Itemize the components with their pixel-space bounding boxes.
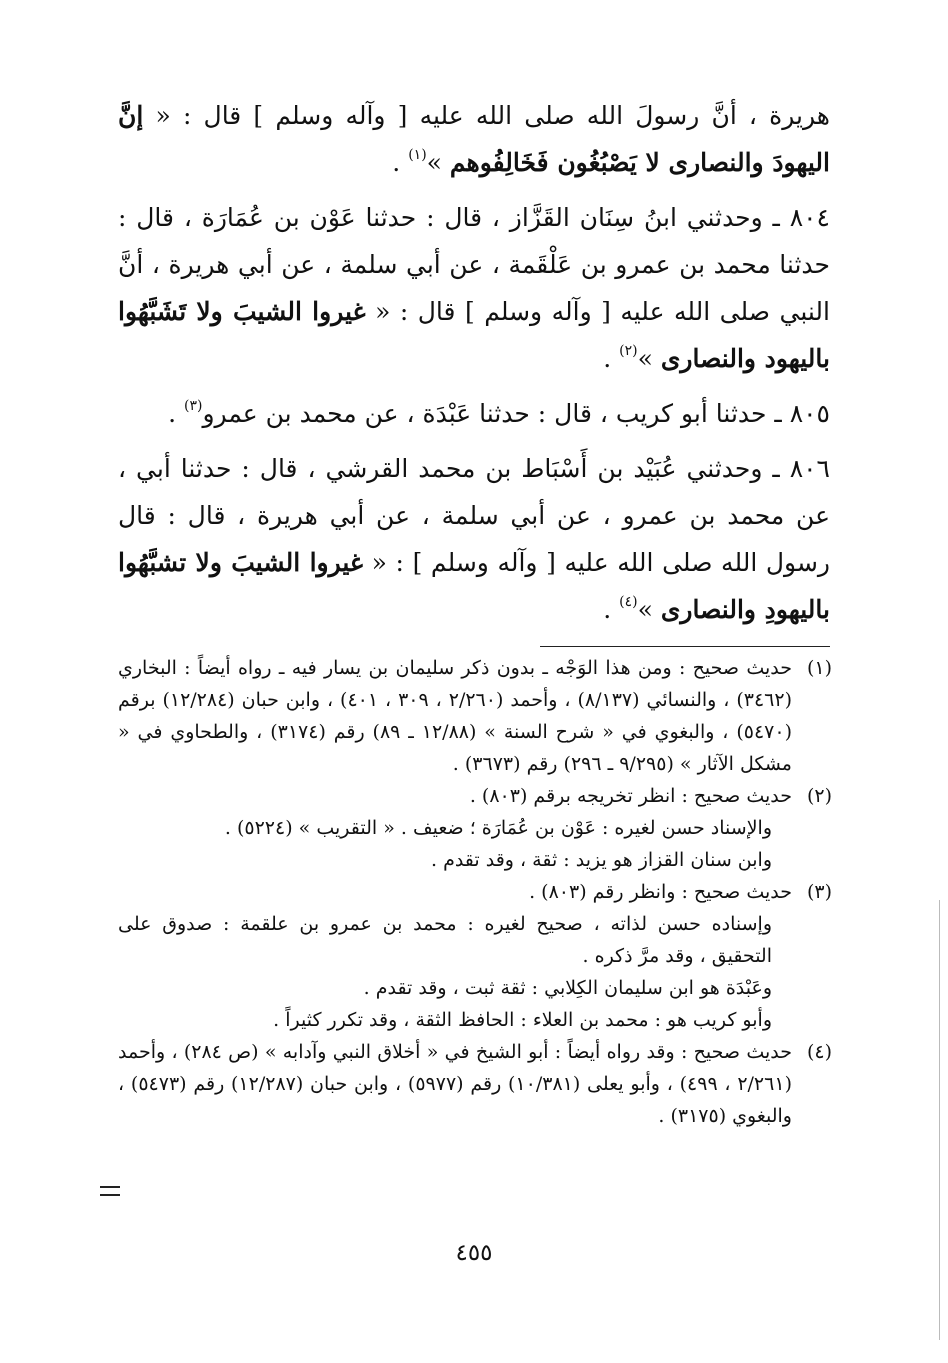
text: » [637,595,661,624]
footnote-4 [118,1036,832,1132]
text: » [426,148,450,177]
footnote-ref-4: (٤) [619,594,638,610]
hadith-quote: إنَّ اليهودَ والنصارى لا يَصْبُغُون فَخَالِفُوهم [118,101,830,177]
text: ٨٠٤ ـ وحدثني ابنُ سِنَان القَزَّاز ، قال : حدثنا عَوْن بن عُمَارَة ، قال : حدثنا محمد بن عمرو بن عَلْقَمة ، عن أبي سلمة ، عن أبي هريرة ، أنَّ النبي صلى الله عليه [ وآله وسلم ] قال : « [118,203,830,326]
footnote-text: وإسناده حسن لذاته ، صحيح لغيره : محمد بن عمرو بن علقمة : صدوق على التحقيق ، وقد مرَّ ذكره . [118,913,772,967]
text: » [637,344,661,373]
text: . [168,399,184,428]
footnote-text: وعَبْدَة هو ابن سليمان الكِلابي : ثقة ثبت ، وقد تقدم . [363,977,772,999]
hadith-quote: غيروا الشيبَ ولا تشبَّهُوا باليهودِ والنصارى [118,548,830,624]
footnote-ref-3: (٣) [183,398,203,414]
hadith-803-end [118,92,830,186]
footnote-separator [540,646,830,647]
footnote-text: حديث صحيح : وقد رواه أيضاً : أبو الشيخ في « أخلاق النبي وآدابه » (ص ٢٨٤) ، وأحمد (٢/٢٦١ ، ٤٩٩) ، وأبو يعلى (١٠/٣٨١) رقم (٥٩٧٧) ، وابن حبان (١٢/٢٨٧) رقم (٥٤٧٣) ، والبغوي (٣١٧٥) . [118,1041,792,1127]
footnotes [118,652,832,1132]
text: ٨٠٦ ـ وحدثني عُبَيْد بن أَسْبَاط بن محمد القرشي ، قال : حدثنا أبي ، عن محمد بن عمرو ، عن أبي سلمة ، عن أبي هريرة ، قال : قال رسول الله صلى الله عليه [ وآله وسلم ] : « [118,454,830,577]
footnote-ref-2: (٢) [619,343,638,359]
footnote-number: (٢) [806,785,832,807]
footnote-text: والإسناد حسن لغيره : عَوْن بن عُمَارَة ؛ ضعيف . « التقريب » (٥٢٢٤) . [224,817,772,839]
footnote-text: حديث صحيح : ومن هذا الوَجْه ـ بدون ذكر سليمان بن يسار فيه ـ رواه أيضاً : البخاري (٣٤٦٢) ، والنسائي (٨/١٣٧) ، وأحمد (٢/٢٦٠ ، ٣٠٩ ، ٤٠١) ، وابن حبان (١٢/٢٨٤) برقم (٥٤٧٠) ، والبغوي في « شرح السنة » (١٢/٨٨ ـ ٨٩) رقم (٣١٧٤) ، والطحاوي في « مشكل الآثار » (٩/٢٩٥ ـ ٢٩٦) رقم (٣٦٧٣) . [118,657,793,775]
footnote-text: وابن سنان القزاز هو يزيد : ثقة ، وقد تقدم . [430,849,772,871]
footnote-text: وأبو كريب هو : محمد بن العلاء : الحافظ الثقة ، وقد تكرر كثيراً . [273,1009,772,1031]
footnote-2 [118,780,832,876]
hadith-quote: غيروا الشيبَ ولا تَشَبَّهُوا باليهود والنصارى [118,297,830,373]
text: . [392,148,409,177]
margin-equals-mark [100,1186,120,1196]
footnote-number: (٣) [806,881,832,903]
footnote-text: حديث صحيح : وانظر رقم (٨٠٣) . [529,881,792,903]
text: ٨٠٥ ـ حدثنا أبو كريب ، قال : حدثنا عَبْدَة ، عن محمد بن عمرو [202,399,830,428]
footnote-1 [118,652,832,780]
hadith-804 [118,194,830,382]
footnote-3 [118,876,832,1036]
footnote-ref-1: (١) [408,147,427,163]
text: هريرة ، أنَّ رسولَ الله صلى الله عليه [ وآله وسلم ] قال : « [143,101,830,130]
footnote-number: (١) [806,657,832,679]
hadith-806 [118,445,830,633]
footnote-number: (٤) [806,1041,832,1063]
text: . [603,595,620,624]
scan-edge-line [939,900,940,1340]
page-number: ٤٥٥ [455,1240,493,1266]
footnote-text: حديث صحيح : انظر تخريجه برقم (٨٠٣) . [469,785,792,807]
main-text [118,92,830,641]
text: . [603,344,620,373]
hadith-805 [118,390,830,437]
